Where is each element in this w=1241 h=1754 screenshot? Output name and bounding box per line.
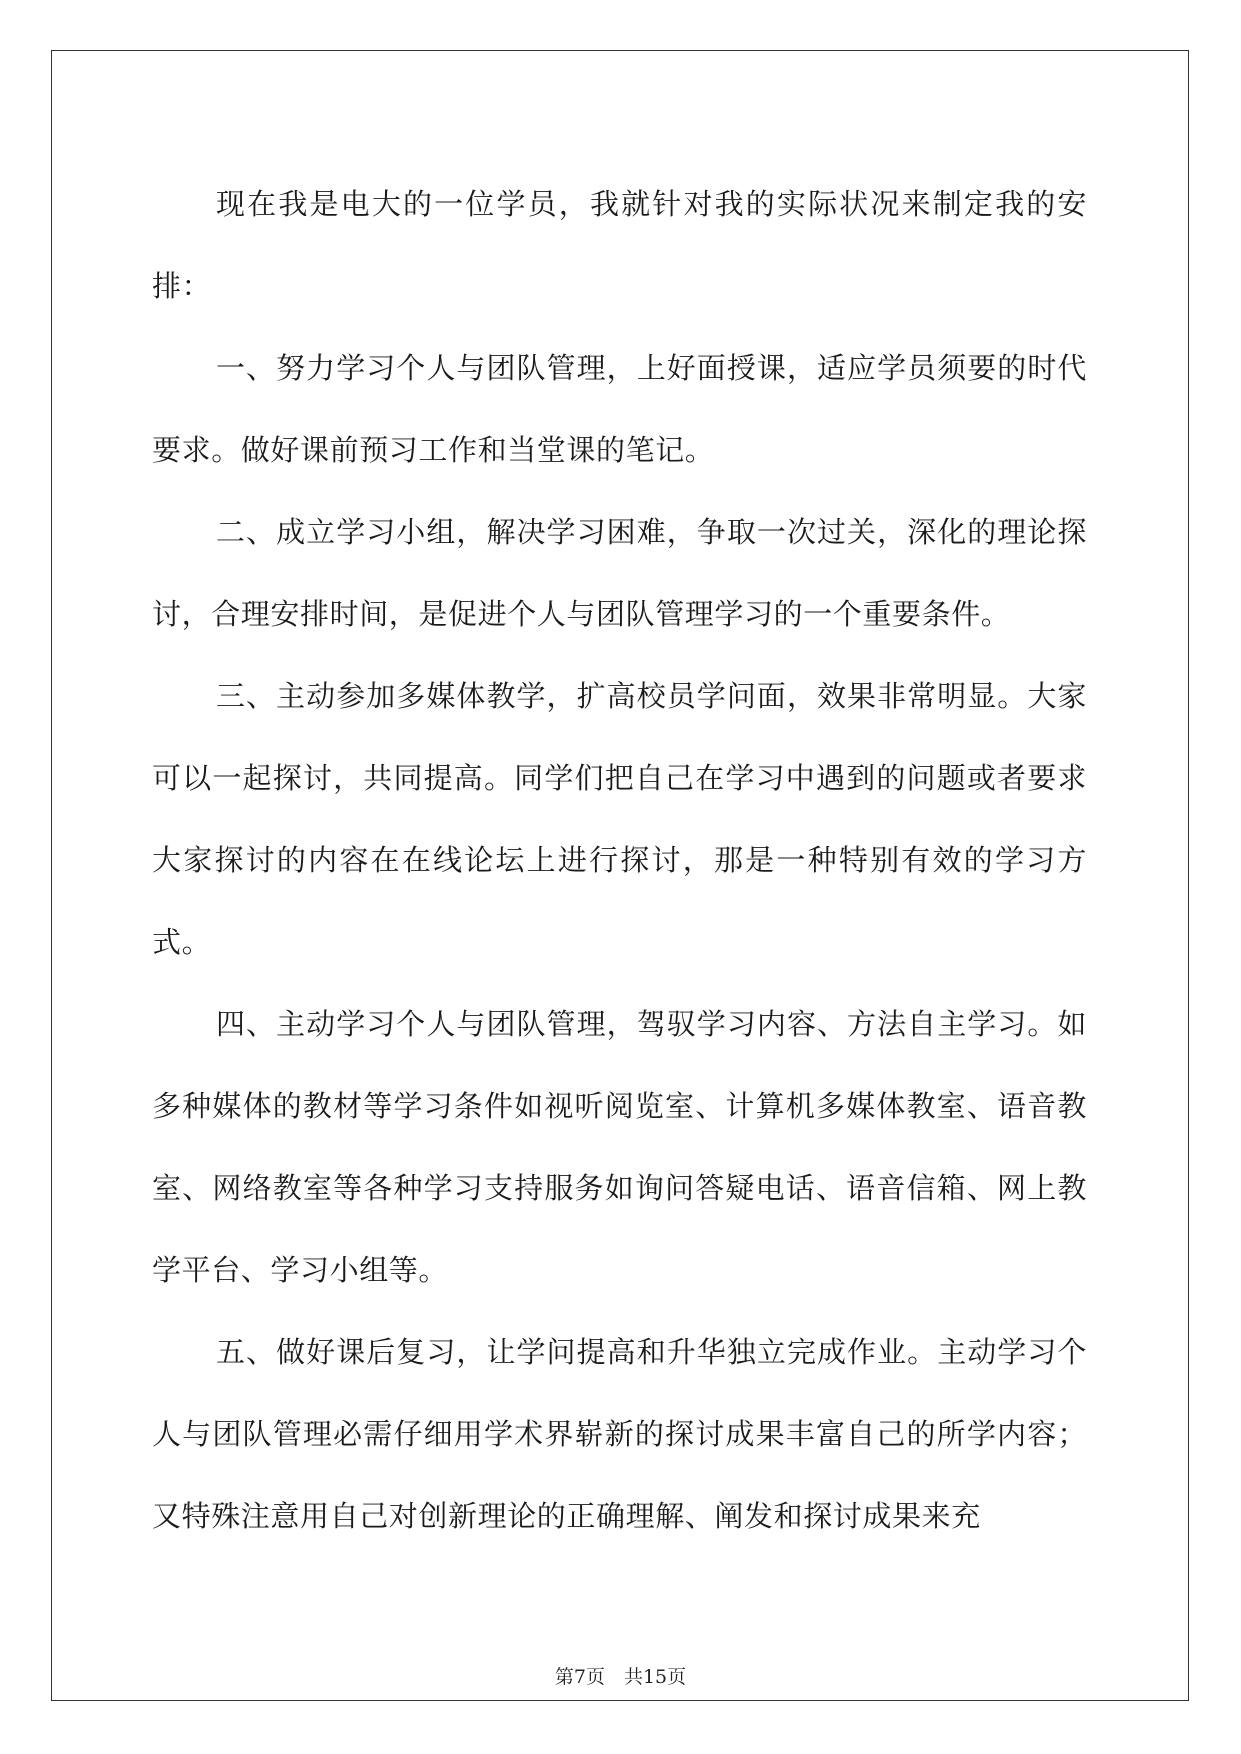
paragraph-item-1: 一、努力学习个人与团队管理，上好面授课，适应学员须要的时代要求。做好课前预习工作和当堂课的笔记。	[152, 351, 1087, 467]
document-body	[152, 163, 1087, 1557]
paragraph-item-3: 三、主动参加多媒体教学，扩高校员学问面，效果非常明显。大家可以一起探讨，共同提高。同学们把自己在学习中遇到的问题或者要求大家探讨的内容在在线论坛上进行探讨，那是一种特别有效的学习方式。	[152, 679, 1087, 959]
paragraph-intro: 现在我是电大的一位学员，我就针对我的实际状况来制定我的安排：	[152, 187, 1087, 303]
paragraph-item-2: 二、成立学习小组，解决学习困难，争取一次过关，深化的理论探讨，合理安排时间，是促进个人与团队管理学习的一个重要条件。	[152, 515, 1087, 631]
page-number-footer: 第7页 共15页	[554, 1666, 687, 1688]
paragraph-item-5: 五、做好课后复习，让学问提高和升华独立完成作业。主动学习个人与团队管理必需仔细用学术界崭新的探讨成果丰富自己的所学内容；又特殊注意用自己对创新理论的正确理解、阐发和探讨成果来充	[152, 1335, 1087, 1533]
paragraph-item-4: 四、主动学习个人与团队管理，驾驭学习内容、方法自主学习。如多种媒体的教材等学习条件如视听阅览室、计算机多媒体教室、语音教室、网络教室等各种学习支持服务如询问答疑电话、语音信箱、网上教学平台、学习小组等。	[152, 1007, 1087, 1287]
